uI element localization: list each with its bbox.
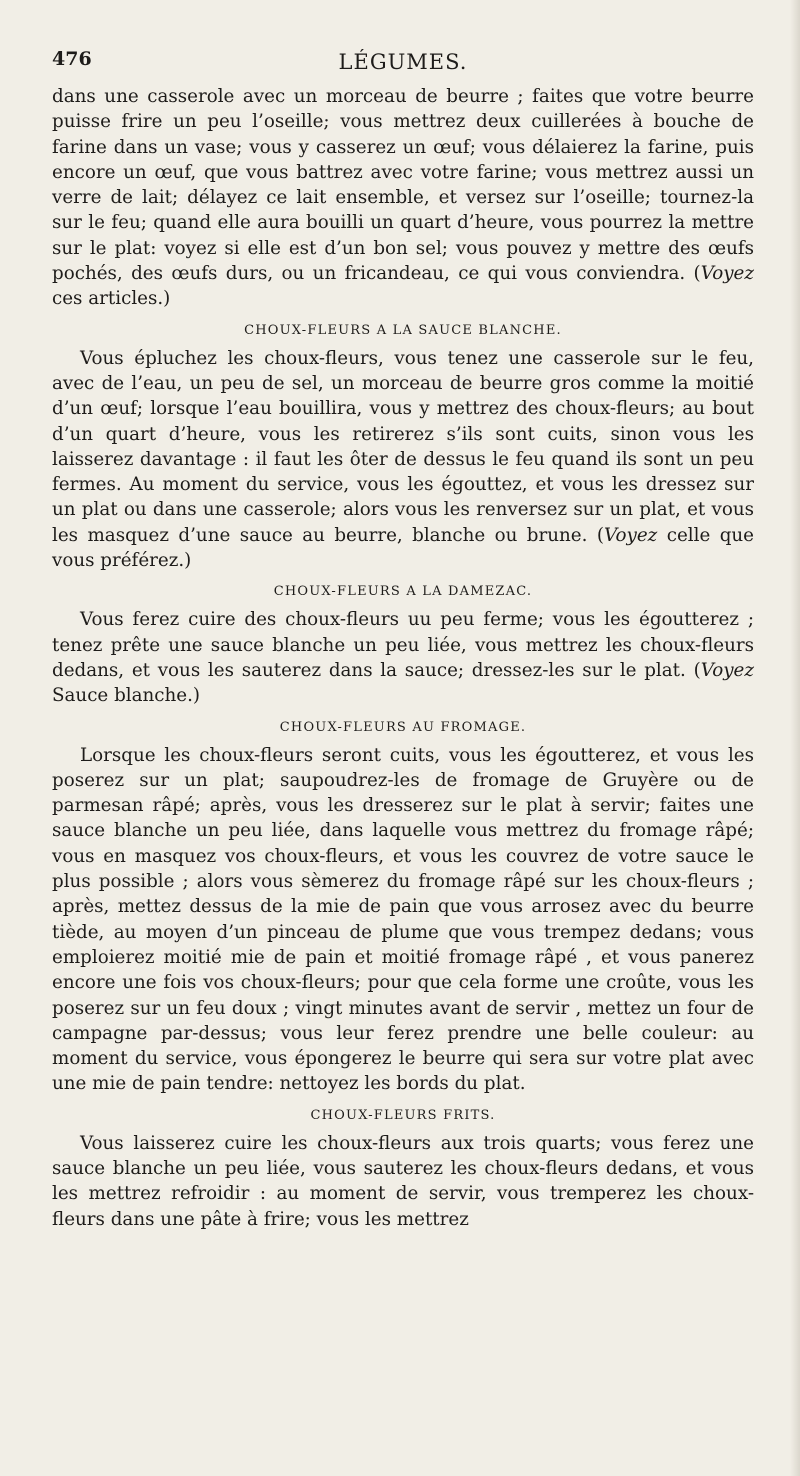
reference-italic: Voyez xyxy=(603,524,658,546)
running-title: LÉGUMES. xyxy=(338,50,468,74)
recipe-paragraph-frits: Vous laisserez cuire les choux-fleurs aux trois quarts; vous ferez une sauce blanche un peu liée, vous sauterez les choux-fleurs dedans, et vous les mettrez refroidir : au moment de servir, vous tremperez les choux-fleurs dans une pâte à frire; vous les mettrez xyxy=(52,1132,754,1230)
page-edge-shadow xyxy=(790,0,800,1476)
recipe-paragraph-sauce-blanche: Vous épluchez les choux-fleurs, vous tenez une casserole sur le feu, avec de l’eau, un peu de sel, un morceau de beurre gros comme la moitié d’un œuf; lorsque l’eau bouillira, vous y mettrez des choux-fleurs; au bout d’un quart d’heure, vous les retirerez s’ils sont cuits, sinon vous les laisserez davantage : il faut les ôter de dessus le feu quand ils sont un peu fermes. Au moment du service, vous les égouttez, et vous les dressez sur un plat ou dans une casserole; alors vous les renversez sur un plat, et vous les masquez d’une sauce au beurre, blanche ou brune. (Voyez celle que vous préférez.) xyxy=(52,347,754,572)
section-title-fromage: CHOUX-FLEURS AU FROMAGE. xyxy=(279,719,527,735)
book-page xyxy=(52,48,754,1232)
page-header xyxy=(52,48,754,84)
section-title-sauce-blanche: CHOUX-FLEURS A LA SAUCE BLANCHE. xyxy=(244,322,562,338)
recipe-paragraph-fromage: Lorsque les choux-fleurs seront cuits, vous les égoutterez, et vous les poserez sur un plat; saupoudrez-les de fromage de Gruyère ou de parmesan râpé; après, vous les dresserez sur le plat à servir; faites une sauce blanche un peu liée, dans laquelle vous mettrez du fromage râpé; vous en masquez vos choux-fleurs, et vous les couvrez de votre sauce le plus possible ; alors vous sèmerez du fromage râpé sur les choux-fleurs ; après, mettez dessus de la mie de pain que vous arrosez avec du beurre tiède, au moyen d’un pinceau de plume que vous trempez dedans; vous emploierez moitié mie de pain et moitié fromage râpé , et vous panerez encore une fois vos choux-fleurs; pour que cela forme une croûte, vous les poserez sur un feu doux ; vingt minutes avant de servir , mettez un four de campagne par-dessus; vous leur ferez prendre une belle couleur: au moment du service, vous épongerez le beurre qui sera sur votre plat avec une mie de pain tendre: nettoyez les bords du plat. xyxy=(52,744,754,1095)
section-title-damezac: CHOUX-FLEURS A LA DAMEZAC. xyxy=(273,584,533,600)
reference-italic: Voyez xyxy=(700,263,754,285)
recipe-paragraph-damezac: Vous ferez cuire des choux-fleurs uu peu ferme; vous les égoutterez ; tenez prête une sauce blanche un peu liée, vous mettrez les choux-fleurs dedans, et vous les sauterez dans la sauce; dressez-les sur le plat. (Voyez Sauce blanche.) xyxy=(52,609,755,707)
page-number: 476 xyxy=(52,48,92,70)
section-title-frits: CHOUX-FLEURS FRITS. xyxy=(310,1107,496,1123)
reference-italic: Voyez xyxy=(700,659,755,681)
continuation-paragraph: dans une casserole avec un morceau de beurre ; faites que votre beurre puisse frire un peu l’oseille; vous mettrez deux cuillerées à bouche de farine dans un vase; vous y casserez un œuf; vous délaierez la farine, puis encore un œuf, que vous battrez avec votre farine; vous mettrez aussi un verre de lait; délayez ce lait ensemble, et versez sur l’oseille; tournez-la sur le feu; quand elle aura bouilli un quart d’heure, vous pourrez la mettre sur le plat: voyez si elle est d’un bon sel; vous pouvez y mettre des œufs pochés, des œufs durs, ou un fricandeau, ce qui vous conviendra. (Voyez ces articles.) xyxy=(52,86,754,310)
